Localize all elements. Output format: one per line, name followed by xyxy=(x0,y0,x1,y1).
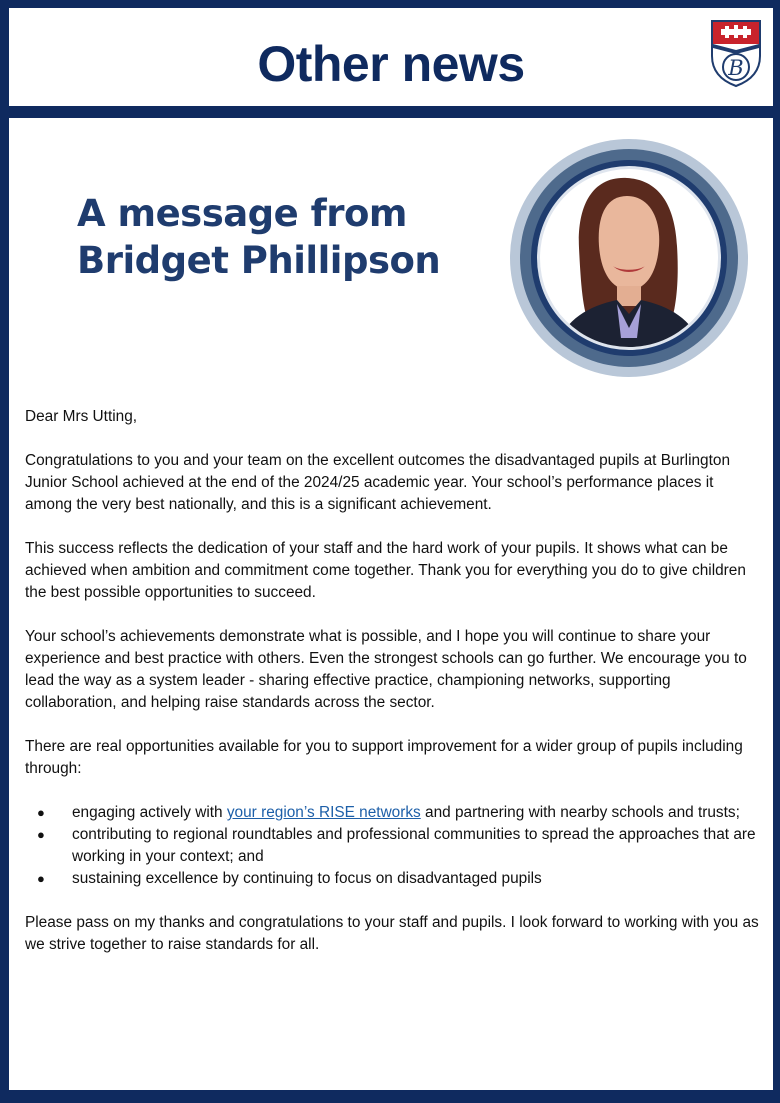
paragraph-4: There are real opportunities available for you to support improvement for a wider group of pupils including through: xyxy=(25,738,743,777)
page-title: Other news xyxy=(257,36,525,92)
paragraph-1: Congratulations to you and your team on the excellent outcomes the disadvantaged pupils at Burlington Junior School achieved at the end of the 2024/25 academic year. Your school’s performance places it among the very best nationally, and this is a significant achievement. xyxy=(25,452,731,513)
rise-networks-link[interactable]: your region’s RISE networks xyxy=(226,804,421,821)
opportunities-list xyxy=(25,802,760,890)
letter-body xyxy=(25,406,760,978)
message-heading-line1: A message from xyxy=(77,192,407,235)
list-item: ● engaging actively with your region’s RISE networks and partnering with nearby schools and trusts; xyxy=(25,802,760,824)
message-heading-line2: Bridget Phillipson xyxy=(77,239,441,282)
portrait-photo xyxy=(509,138,749,378)
paragraph-3: Your school’s achievements demonstrate what is possible, and I hope you will continue to share your experience and best practice with others. Even the strongest schools can go further. We encourage you to lead the way as a system leader - sharing effective practice, championing networks, supporting collaboration, and helping raise standards across the sector. xyxy=(25,628,747,711)
crest-letter: B xyxy=(728,56,744,80)
page-header xyxy=(9,8,773,106)
salutation: Dear Mrs Utting, xyxy=(25,408,138,425)
content-page xyxy=(9,118,773,1090)
paragraph-5: Please pass on my thanks and congratulations to your staff and pupils. I look forward to working with you as we strive together to raise standards for all. xyxy=(25,914,759,953)
list-item: ● sustaining excellence by continuing to focus on disadvantaged pupils xyxy=(25,868,760,890)
message-heading xyxy=(77,190,440,284)
school-crest-icon xyxy=(709,18,763,88)
paragraph-2: This success reflects the dedication of your staff and the hard work of your pupils. It shows what can be achieved when ambition and commitment come together. Thank you for everything you do to give children the best possible opportunities to succeed. xyxy=(25,540,746,601)
list-item: ● contributing to regional roundtables and professional communities to spread the approaches that are working in your context; and xyxy=(25,824,760,868)
